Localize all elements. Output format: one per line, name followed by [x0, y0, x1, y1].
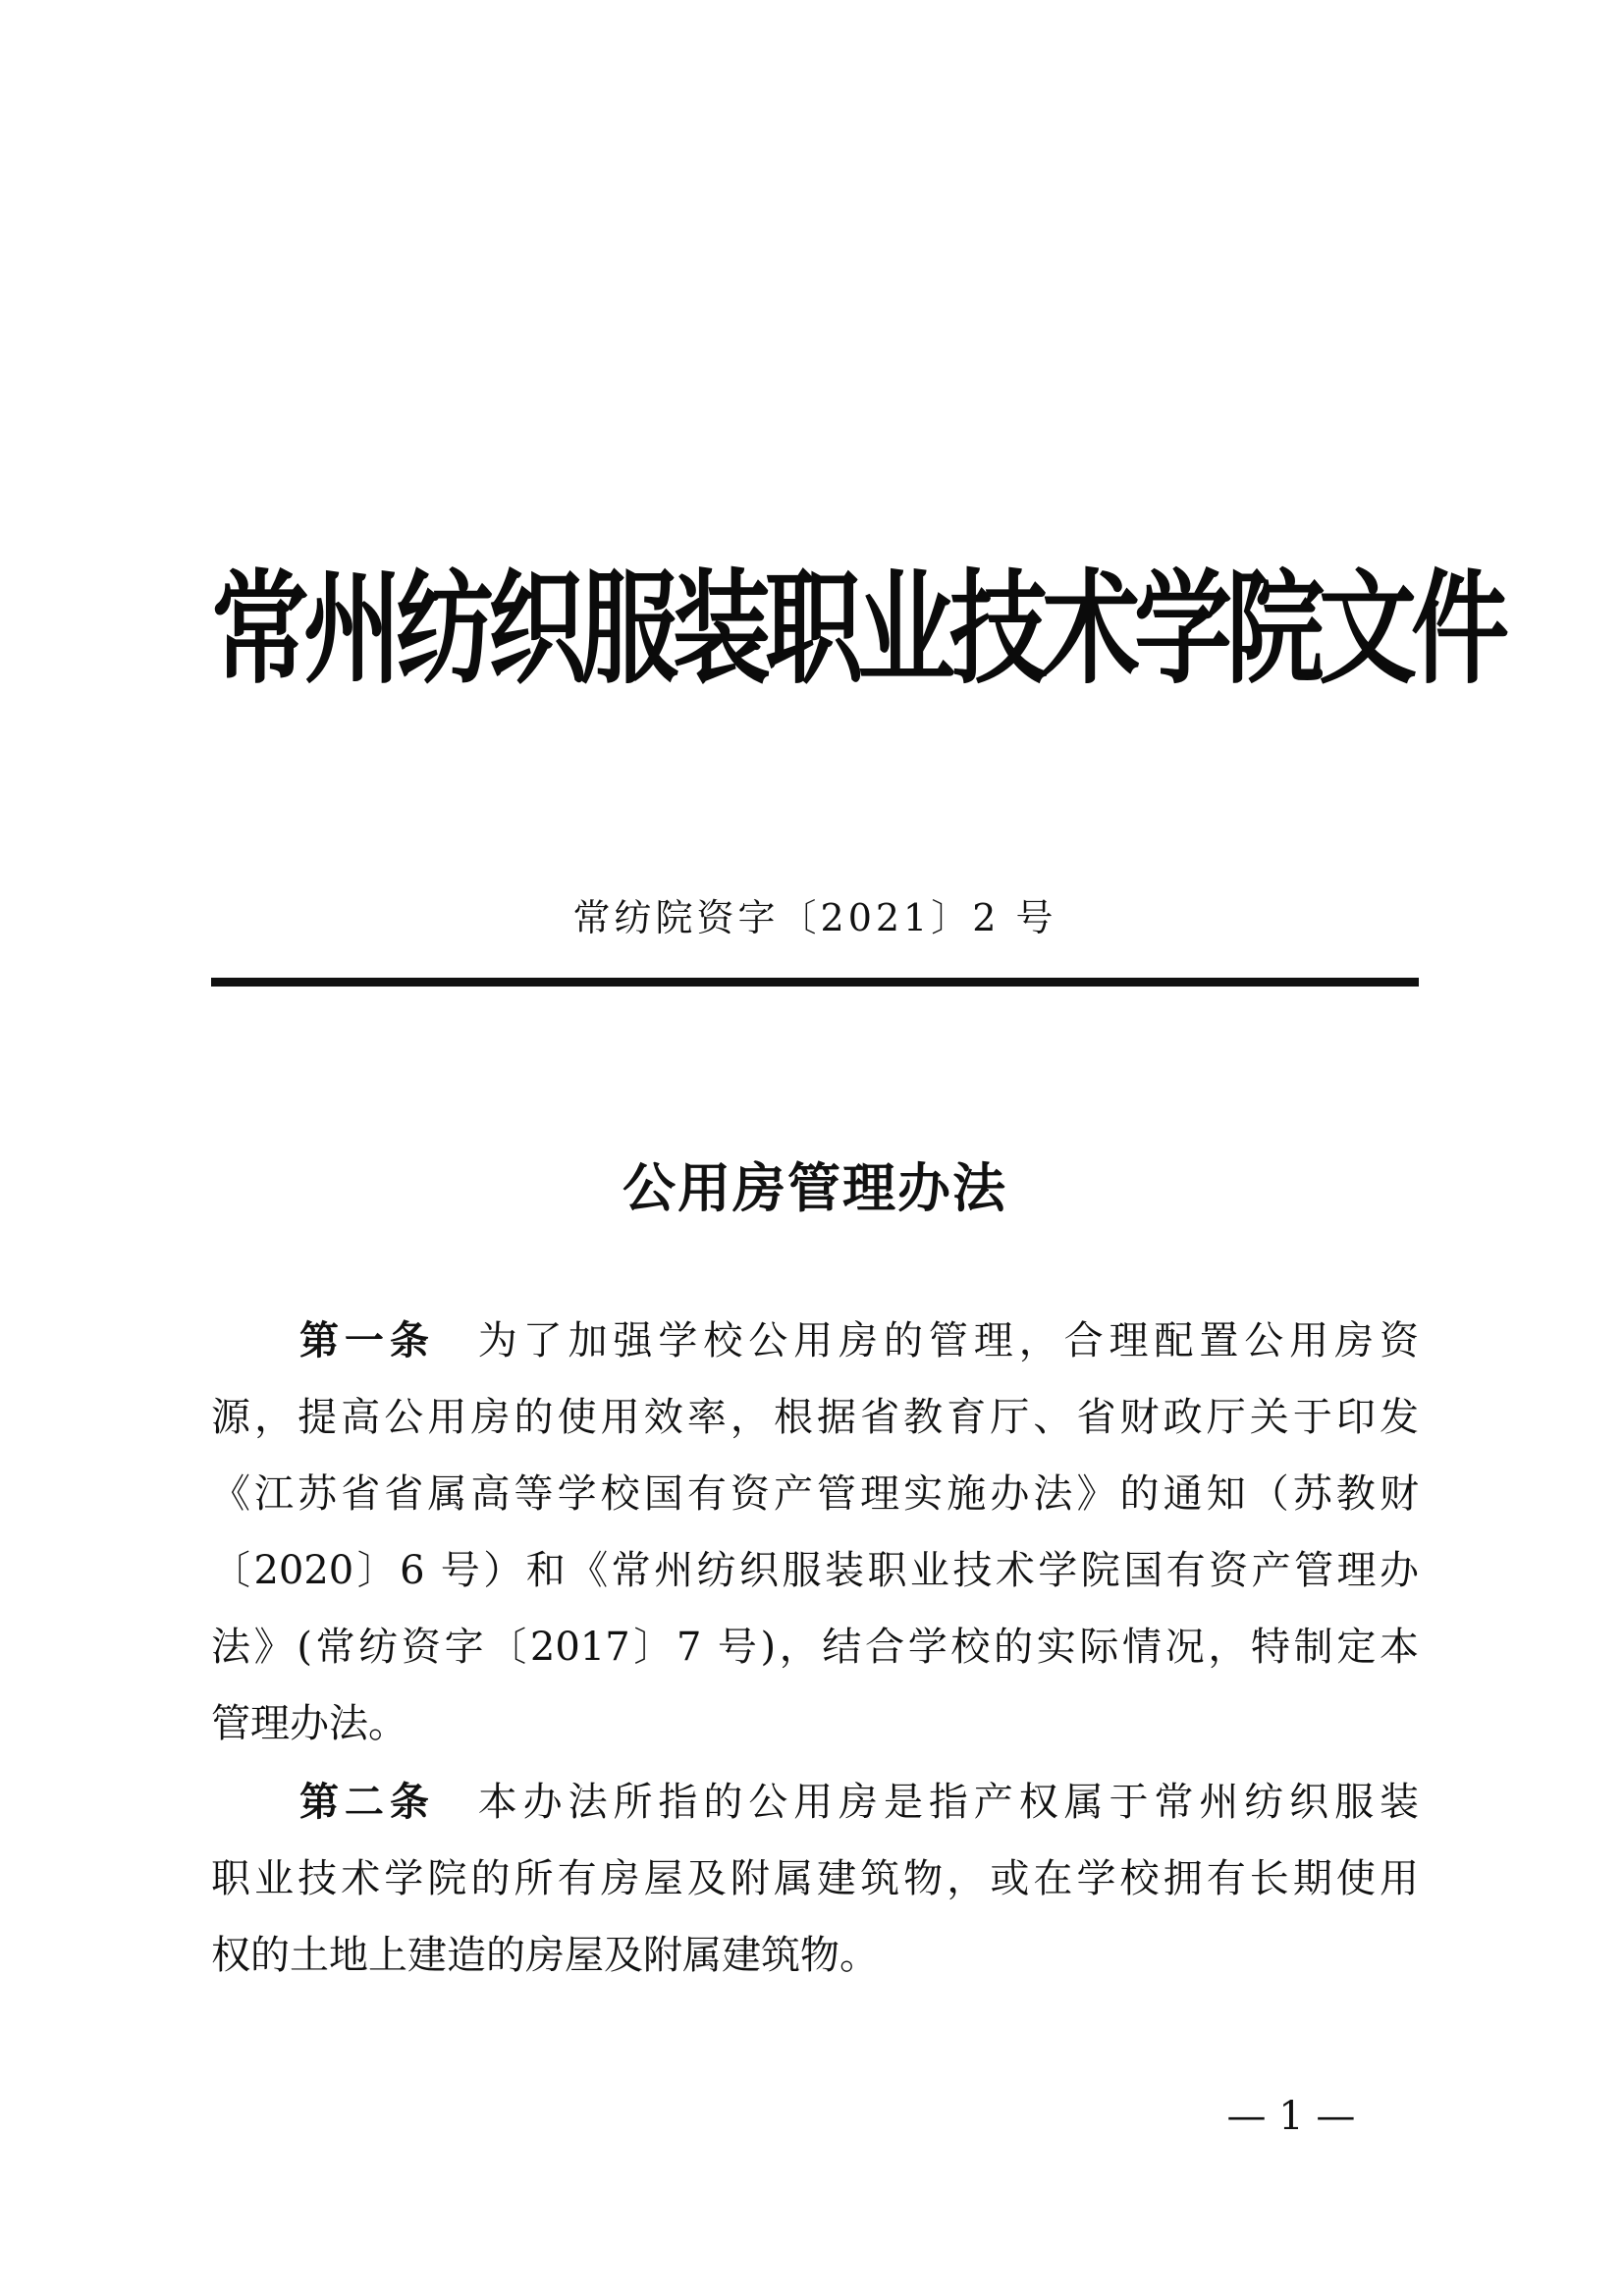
article-1-line-6: 管理办法。 — [211, 1701, 407, 1746]
article-1-label: 第一条 — [299, 1317, 435, 1363]
article-1-line-3: 《江苏省省属高等学校国有资产管理实施办法》的通知（苏教财 — [211, 1471, 1419, 1517]
header-divider — [211, 978, 1419, 987]
article-1-line-4: 〔2020〕6 号）和《常州纺织服装职业技术学院国有资产管理办 — [211, 1548, 1419, 1593]
article-1-line-1 — [211, 1313, 1419, 1368]
article-1-text-line: 为了加强学校公用房的管理，合理配置公用房资 — [477, 1318, 1420, 1363]
article-2-line-1 — [211, 1775, 1419, 1830]
article-2-label: 第二条 — [299, 1779, 435, 1825]
page-number: — 1 — — [1226, 2094, 1356, 2139]
article-1-line-5: 法》(常纺资字〔2017〕7 号)，结合学校的实际情况，特制定本 — [211, 1625, 1419, 1670]
article-2-line-3: 权的土地上建造的房屋及附属建筑物。 — [211, 1933, 879, 1978]
article-1-line-2: 源，提高公用房的使用效率，根据省教育厅、省财政厅关于印发 — [211, 1395, 1419, 1440]
org-header-title: 常州纺织服装职业技术学院文件 — [211, 557, 1503, 701]
article-2-line-2: 职业技术学院的所有房屋及附属建筑物，或在学校拥有长期使用 — [211, 1856, 1419, 1901]
document-number: 常纺院资字〔2021〕2 号 — [572, 896, 1057, 939]
document-title: 公用房管理办法 — [623, 1156, 1007, 1219]
article-2-text-line: 本办法所指的公用房是指产权属于常州纺织服装 — [477, 1780, 1420, 1825]
